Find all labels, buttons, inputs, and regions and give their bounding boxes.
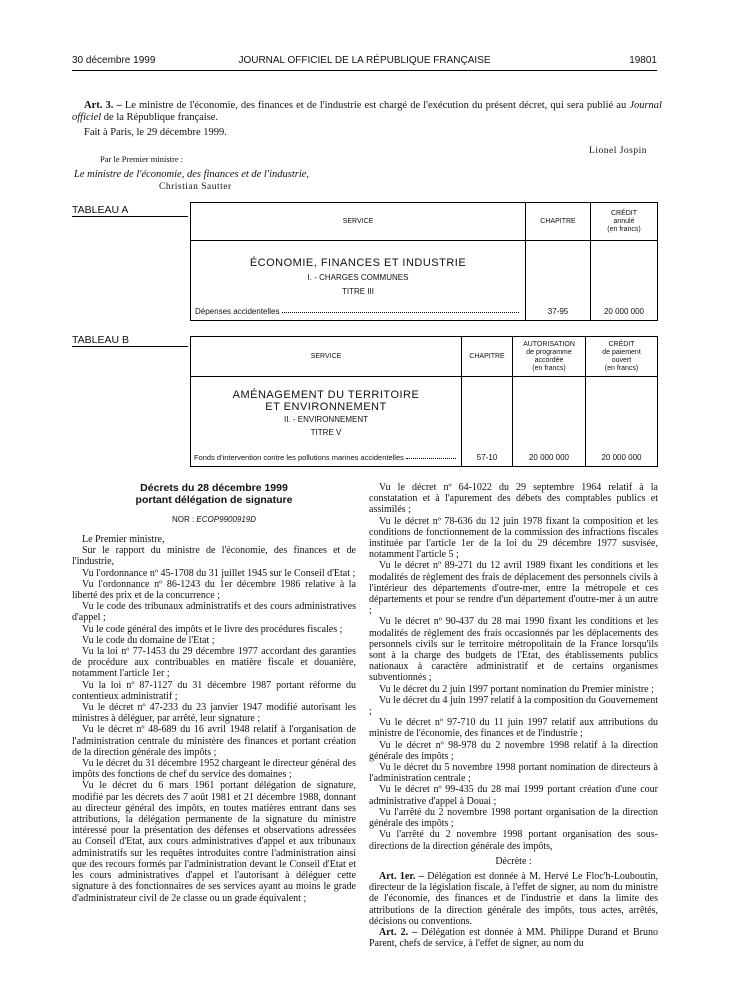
- tableau-a-row-credit: 20 000 000: [591, 241, 658, 321]
- tableau-a-ministry: ÉCONOMIE, FINANCES ET INDUSTRIE: [249, 257, 467, 269]
- tableau-b-row: [194, 453, 458, 462]
- article-1: [369, 871, 658, 927]
- tableau-a-col-credit-3: (en francs): [607, 225, 641, 233]
- article-1-text: Délégation est donnée à M. Hervé Le Floc'h-Louboutin, directeur de la législation fiscale, à l'effet de signer, au nom du ministre de l'économie, des finances et de l'industrie et dans la limite des attributions de la direction générale des impôts, tous actes, arrêtés, décisions ou conventions.: [369, 870, 658, 927]
- tableau-b-col-chapitre: CHAPITRE: [462, 337, 513, 377]
- visa-paragraph: Vu le décret du 6 mars 1961 portant délégation de signature, modifié par les décrets des 7 août 1981 et 21 décembre 1988, donnant au directeur général des impôts, en toutes matières entrant dans ses attributions, la délégation permanente de la signature du ministre intéressé pour la présentation des défenses et observations adressées au Conseil d'Etat, aux cours administratives d'appel et aux tribunaux administratifs sur les requêtes introduites contre l'administration ainsi que des recours formés par l'administration devant le Conseil d'Etat et les cours administratives d'appel et l'autorisant à déléguer cette signature à des fonctionnaires de ses services ayant au moins le grade d'administrateur civil de 2e classe ou un grade équivalent ;: [72, 780, 356, 904]
- decret-title-line-2: portant délégation de signature: [135, 494, 293, 506]
- tableau-a-titre: TITRE III: [342, 287, 374, 296]
- visa-paragraph: Vu le décret nº 90-437 du 28 mai 1990 fixant les conditions et les modalités de règlement des frais occasionnés par les déplacements des personnels civils sur le territoire métropolitain de la France lorsqu'ils sont à la charge des budgets de l'Etat, des établissements publics nationaux à caractère administratif et de certains organismes subventionnés ;: [369, 616, 658, 684]
- tableau-b-ministry-1: AMÉNAGEMENT DU TERRITOIRE: [232, 389, 420, 401]
- tableau-a-row: [195, 307, 521, 316]
- tableau-b-row-label: Fonds d'intervention contre les pollutions marines accidentelles: [194, 453, 404, 462]
- tableau-a-row-chapitre: 37-95: [526, 241, 591, 321]
- visa-paragraph: Vu le décret nº 89-271 du 12 avril 1989 fixant les conditions et les modalités de règlement des frais de déplacement des personnels civils à l'intérieur des départements d'outre-mer, entre la métropole et ces départements et pour se rendre d'un département d'outre-mer à un autre ;: [369, 560, 658, 617]
- tableau-a-label: TABLEAU A: [72, 204, 188, 217]
- nor-code: ECOP9900919D: [196, 515, 257, 524]
- tableau-b-col-credit: [586, 337, 658, 377]
- tableau-b-row-chapitre: 57-10: [462, 377, 513, 467]
- decret-left-column: [72, 534, 356, 904]
- tableau-a-col-credit: [591, 203, 658, 241]
- visa-paragraph: Sur le rapport du ministre de l'économie, des finances et de l'industrie,: [72, 545, 356, 568]
- tableau-b-col-credit-1: CRÉDIT: [608, 340, 635, 348]
- tableau-a: [190, 202, 658, 321]
- visa-paragraph: Vu le décret nº 47-233 du 23 janvier 1947 modifié autorisant les ministres à déléguer, par arrêté, leur signature ;: [72, 702, 356, 725]
- tableau-b-col-auto-4: (en francs): [532, 364, 566, 372]
- article-2-label: Art. 2. –: [379, 926, 418, 938]
- decret-title: [72, 482, 356, 506]
- tableau-b: [190, 336, 658, 467]
- tableau-b-row-autorisation: 20 000 000: [513, 377, 586, 467]
- article-3: [72, 100, 662, 124]
- visa-paragraph: Vu le décret du 5 novembre 1998 portant nomination de directeurs à l'administration centrale ;: [369, 762, 658, 785]
- visa-paragraph: Vu l'arrêté du 2 novembre 1998 portant organisation de la direction générale des impôts ;: [369, 806, 658, 830]
- tableau-b-ministry-2: ET ENVIRONNEMENT: [265, 401, 387, 413]
- header-date: 30 décembre 1999: [72, 55, 156, 66]
- tableau-b-row-credit: 20 000 000: [586, 377, 658, 467]
- visa-paragraph: Vu le décret nº 98-978 du 2 novembre 1998 relatif à la direction générale des impôts ;: [369, 739, 658, 762]
- tableau-b-service-cell: [191, 377, 462, 467]
- visa-paragraph: Vu le décret nº 97-710 du 11 juin 1997 relatif aux attributions du ministre de l'économie, des finances et de l'industrie ;: [369, 717, 658, 740]
- ministre-name: Christian Sautter: [159, 182, 232, 192]
- tableau-b-col-credit-2: de paiement: [602, 348, 641, 356]
- article-3-text-a: Le ministre de l'économie, des finances et de l'industrie est chargé de l'exécution du présent décret, qui sera publié au: [121, 100, 630, 111]
- dot-leader: [282, 307, 520, 313]
- article-2: [369, 927, 658, 949]
- visa-paragraph: Vu la loi nº 77-1453 du 29 décembre 1977 accordant des garanties de procédure aux contribuables en matière fiscale et douanière, notamment l'article 1er ;: [72, 646, 356, 680]
- tableau-a-col-service: SERVICE: [191, 203, 526, 241]
- page-header: [72, 55, 657, 69]
- tableau-a-row-label: Dépenses accidentelles: [195, 307, 280, 316]
- tableau-b-col-auto-2: de programme: [526, 348, 572, 356]
- nor-label: NOR :: [171, 515, 197, 524]
- visa-paragraph: Vu le décret du 2 juin 1997 portant nomination du Premier ministre ;: [379, 683, 654, 695]
- visa-paragraph: Vu le décret nº 78-636 du 12 juin 1978 fixant la composition et les conditions de fonctionnement de la commission des infractions fiscales instituée par l'article 1er de la loi du 29 décembre 1977 susvisée, notamment l'article 5 ;: [369, 515, 658, 561]
- visa-paragraph: Vu l'ordonnance nº 45-1708 du 31 juillet 1945 sur le Conseil d'Etat ;: [82, 567, 356, 579]
- tableau-a-service-cell: [191, 241, 526, 321]
- visa-paragraph: Le Premier ministre,: [82, 534, 165, 545]
- tableau-a-col-credit-2: annulé: [613, 217, 635, 225]
- visa-paragraph: Vu le code des tribunaux administratifs et des cours administratives d'appel ;: [72, 601, 356, 624]
- tableau-b-col-credit-4: (en francs): [604, 364, 639, 372]
- tableau-b-col-autorisation: [513, 337, 586, 377]
- visa-paragraph: Vu le code du domaine de l'Etat ;: [82, 634, 215, 646]
- tableau-b-titre: TITRE V: [310, 428, 342, 437]
- tableau-b-label: TABLEAU B: [72, 334, 188, 347]
- visa-paragraph: Vu l'ordonnance nº 86-1243 du 1er décembre 1986 relative à la liberté des prix et de la concurrence ;: [72, 578, 356, 602]
- article-3-journal: Journal officiel: [72, 100, 662, 123]
- visa-paragraph: Vu la loi nº 87-1127 du 31 décembre 1987 portant réforme du contentieux administratif ;: [72, 679, 356, 702]
- decrete: Décrète :: [495, 855, 532, 867]
- fait-a-paris: Fait à Paris, le 29 décembre 1999.: [84, 127, 227, 138]
- tableau-b-section: II. - ENVIRONNEMENT: [283, 415, 368, 424]
- article-3-label: Art. 3. –: [84, 100, 122, 111]
- nor-reference: [72, 515, 356, 524]
- article-1-label: Art. 1er. –: [379, 870, 424, 882]
- visa-paragraph: Vu le décret nº 48-689 du 16 avril 1948 relatif à l'organisation de l'administration centrale du ministère des finances et portant création de la direction générale des impôts ;: [72, 724, 356, 758]
- signatory-name: Lionel Jospin: [589, 146, 647, 156]
- tableau-a-section: I. - CHARGES COMMUNES: [307, 273, 409, 282]
- tableau-a-col-chapitre: CHAPITRE: [526, 203, 591, 241]
- par-le-premier-ministre: Par le Premier ministre :: [100, 154, 184, 164]
- visa-paragraph: Vu le décret nº 99-435 du 28 mai 1999 portant création d'une cour administrative d'appel à Douai ;: [369, 784, 658, 807]
- dot-leader: [406, 453, 456, 459]
- header-journal-title: JOURNAL OFFICIEL DE LA RÉPUBLIQUE FRANÇAISE: [238, 55, 491, 66]
- tableau-b-col-credit-3: ouvert: [611, 356, 632, 364]
- right-visa-list: [369, 482, 658, 852]
- visa-paragraph: Vu le décret du 4 juin 1997 relatif à la composition du Gouvernement ;: [369, 694, 658, 718]
- ministre-title: Le ministre de l'économie, des finances et de l'industrie,: [74, 169, 310, 180]
- tableau-b-col-auto-1: AUTORISATION: [523, 340, 575, 348]
- visa-paragraph: Vu le décret du 31 décembre 1952 chargeant le directeur général des impôts des fonctions de chef du service des domaines ;: [72, 758, 356, 781]
- tableau-b-col-service: SERVICE: [191, 337, 462, 377]
- header-rule: [72, 70, 657, 71]
- visa-paragraph: Vu l'arrêté du 2 novembre 1998 portant organisation des sous-directions de la direction générale des impôts,: [369, 829, 658, 852]
- article-3-text-b: de la République française.: [101, 112, 219, 123]
- tableau-a-col-credit-1: CRÉDIT: [610, 209, 638, 217]
- header-page-number: 19801: [629, 55, 657, 66]
- tableau-b-col-auto-3: accordée: [534, 356, 564, 364]
- decret-title-line-1: Décrets du 28 décembre 1999: [140, 482, 288, 494]
- decret-right-column: [369, 482, 658, 949]
- article-2-text: Délégation est donnée à MM. Philippe Durand et Bruno Parent, chefs de service, à l'effet de signer, au nom du: [369, 926, 658, 950]
- visa-paragraph: Vu le code général des impôts et le livre des procédures fiscales ;: [82, 623, 343, 635]
- visa-paragraph: Vu le décret nº 64-1022 du 29 septembre 1964 relatif à la constatation et à l'apurement des débets des comptables publics et assimilés ;: [369, 482, 658, 516]
